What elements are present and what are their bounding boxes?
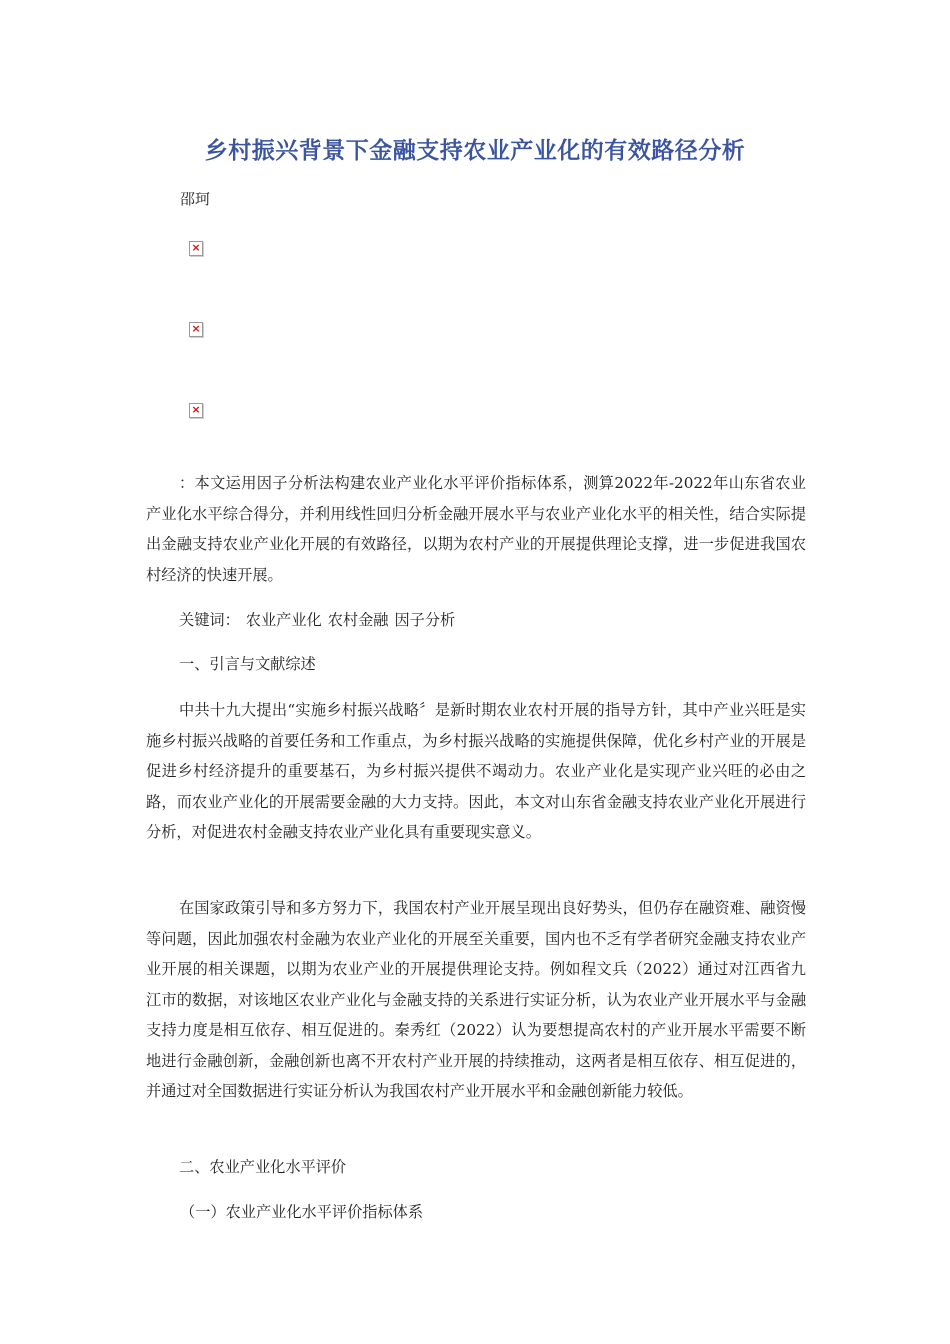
section-heading: 二、农业产业化水平评价 [179,1158,347,1176]
abstract-paragraph: ：本文运用因子分析法构建农业产业化水平评价指标体系，测算2022年-2022年山东省农业产业化水平综合得分，并利用线性回归分析金融开展水平与农业产业化水平的相关性，结合实际提出金融支持农业产业化开展的有效路径，以期为农村产业的开展提供理论支撑，进一步促进我国农村经济的快速开展。 [146,474,806,584]
author-name: 邵珂 [180,190,211,208]
keyword-item: 因子分析 [394,611,456,629]
subsection-heading: （一）农业产业化水平评价指标体系 [180,1203,423,1221]
broken-image-x-icon: × [191,241,201,254]
broken-image-x-icon: × [191,403,201,416]
keywords-line [146,605,806,636]
broken-image-icon [189,241,203,256]
keyword-item: 农业产业化 [245,611,322,629]
broken-image-icon [189,403,203,418]
section-heading: 一、引言与文献综述 [179,655,316,673]
keywords-label: 关键词： [179,611,240,629]
broken-image-x-icon: × [191,322,201,335]
body-paragraph: 在国家政策引导和多方努力下，我国农村产业开展呈现出良好势头，但仍存在融资难、融资慢等问题，因此加强农村金融为农业产业化的开展至关重要，国内也不乏有学者研究金融支持农业产业开展的相关课题，以期为农业产业的开展提供理论支持。例如程文兵（2022）通过对江西省九江市的数据，对该地区农业产业化与金融支持的关系进行实证分析，认为农业产业开展水平与金融支持力度是相互依存、相互促进的。秦秀红（2022）认为要想提高农村的产业开展水平需要不断地进行金融创新，金融创新也离不开农村产业开展的持续推动，这两者是相互依存、相互促进的，并通过对全国数据进行实证分析认为我国农村产业开展水平和金融创新能力较低。 [146,899,806,1100]
document-title: 乡村振兴背景下金融支持农业产业化的有效路径分析 [204,138,746,164]
keyword-item: 农村金融 [327,611,389,629]
broken-image-icon [189,322,203,337]
body-paragraph: 中共十九大提出“实施乡村振兴战略〞是新时期农业农村开展的指导方针，其中产业兴旺是实施乡村振兴战略的首要任务和工作重点，为乡村振兴战略的实施提供保障，优化乡村产业的开展是促进乡村经济提升的重要基石，为乡村振兴提供不竭动力。农业产业化是实现产业兴旺的必由之路，而农业产业化的开展需要金融的大力支持。因此，本文对山东省金融支持农业产业化开展进行分析，对促进农村金融支持农业产业化具有重要现实意义。 [146,701,806,841]
